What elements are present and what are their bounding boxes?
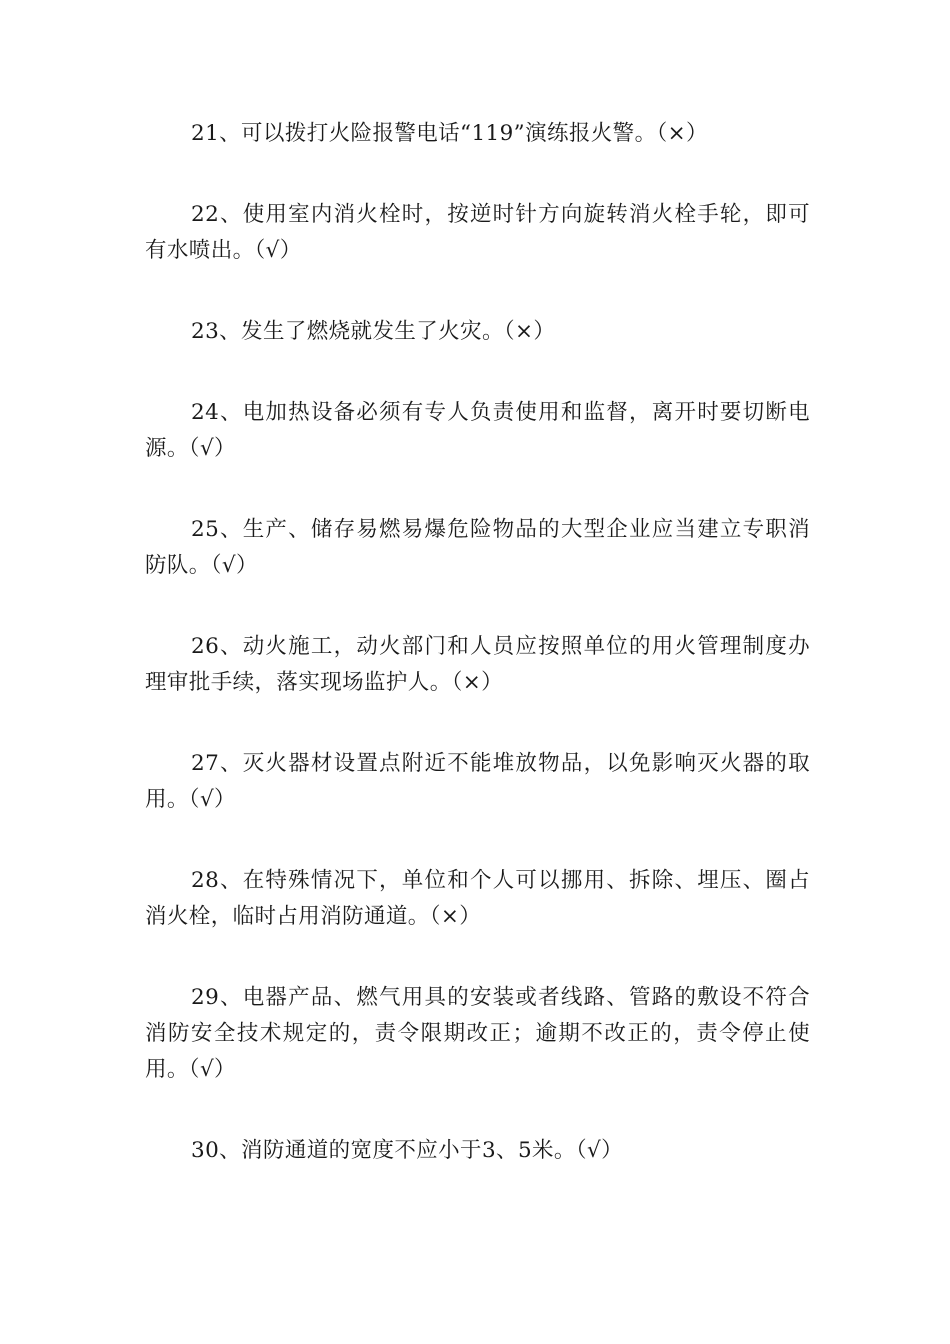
question-item-21: 21、可以拨打火险报警电话“119”演练报火警。（×） bbox=[191, 121, 708, 146]
question-item-22: 22、使用室内消火栓时，按逆时针方向旋转消火栓手轮，即可有水喷出。（√） bbox=[145, 202, 810, 263]
question-item-23: 23、发生了燃烧就发生了火灾。（×） bbox=[191, 319, 556, 344]
question-item-27: 27、灭火器材设置点附近不能堆放物品，以免影响灭火器的取用。（√） bbox=[145, 751, 810, 812]
question-item-25: 25、生产、储存易燃易爆危险物品的大型企业应当建立专职消防队。（√） bbox=[145, 517, 810, 578]
question-list bbox=[145, 116, 810, 1169]
question-item-28: 28、在特殊情况下，单位和个人可以挪用、拆除、埋压、圈占消火栓，临时占用消防通道。（×） bbox=[145, 868, 810, 929]
question-item-30: 30、消防通道的宽度不应小于3、5米。（√） bbox=[191, 1138, 623, 1163]
question-item-24: 24、电加热设备必须有专人负责使用和监督，离开时要切断电源。（√） bbox=[145, 400, 810, 461]
question-item-29: 29、电器产品、燃气用具的安装或者线路、管路的敷设不符合消防安全技术规定的，责令限期改正；逾期不改正的，责令停止使用。（√） bbox=[145, 985, 810, 1082]
question-item-26: 26、动火施工，动火部门和人员应按照单位的用火管理制度办理审批手续，落实现场监护人。（×） bbox=[145, 634, 810, 695]
